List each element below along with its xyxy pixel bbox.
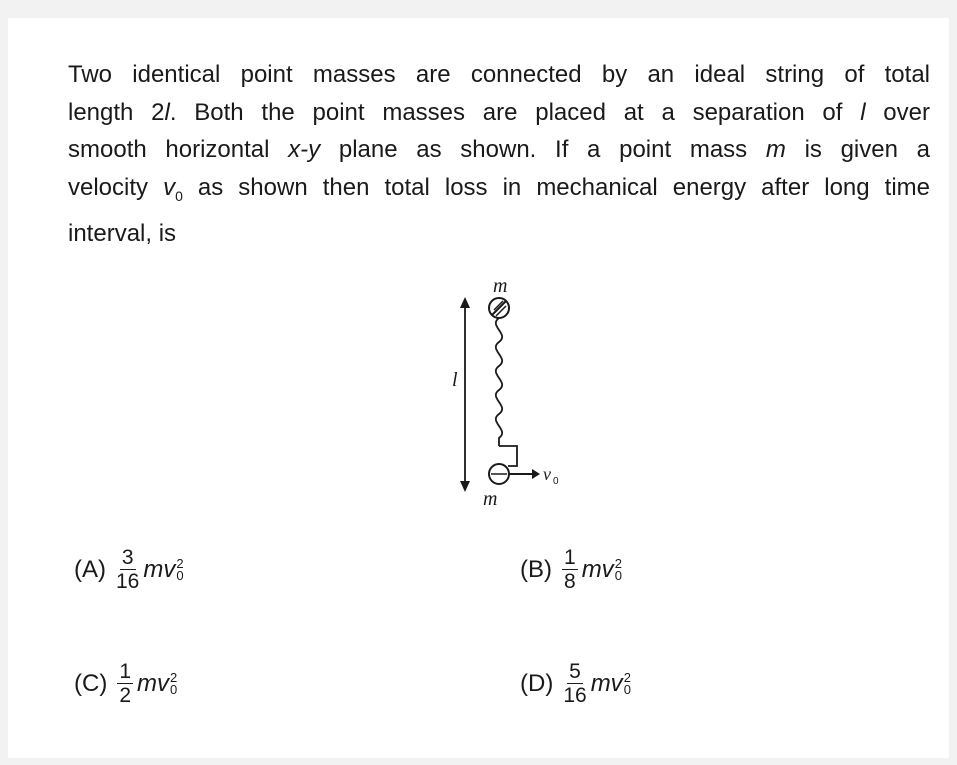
wavy-string	[496, 318, 502, 446]
bottom-mass	[489, 464, 509, 484]
velocity-label: v	[543, 464, 551, 484]
top-mass-label: m	[493, 275, 508, 297]
question-line-5: interval, is	[68, 219, 177, 247]
option-expression: mv 2 0	[581, 555, 622, 584]
option-a[interactable]	[74, 546, 184, 593]
option-expression: mv 2 0	[137, 669, 178, 698]
bottom-mass-label: m	[483, 488, 498, 510]
option-letter: (A)	[74, 555, 106, 583]
option-letter: (B)	[520, 555, 552, 583]
string-end-segment	[499, 446, 517, 466]
length-label: l	[452, 369, 458, 391]
option-d[interactable]	[520, 660, 631, 707]
question-line-3: smooth horizontal x-y plane as shown. If a point mass m is given a	[68, 136, 931, 163]
option-fraction: $\frac{3}{16}$	[116, 546, 140, 593]
option-fraction: $\frac{5}{16}$	[563, 660, 587, 707]
question-line-1: Two identical point masses are connected by an ideal string of total	[68, 61, 930, 88]
velocity-arrow	[509, 469, 540, 479]
question-line-2: length 2l. Both the point masses are placed at a separation of l over	[68, 98, 930, 126]
option-b[interactable]	[520, 546, 622, 593]
option-fraction: $\frac{1}{2}$	[119, 660, 132, 707]
option-letter: (C)	[74, 669, 108, 697]
option-letter: (D)	[520, 669, 554, 697]
option-fraction: $\frac{1}{8}$	[564, 546, 576, 593]
top-mass	[489, 298, 509, 318]
question-line-4: velocity $v_0$ as shown then total loss in mechanical energy after long time	[68, 173, 930, 204]
length-dimension-arrow	[460, 297, 470, 492]
velocity-subscript: 0	[553, 476, 559, 487]
option-expression: mv 2 0	[590, 669, 631, 698]
option-c[interactable]	[74, 660, 177, 707]
option-expression: mv 2 0	[143, 555, 184, 584]
